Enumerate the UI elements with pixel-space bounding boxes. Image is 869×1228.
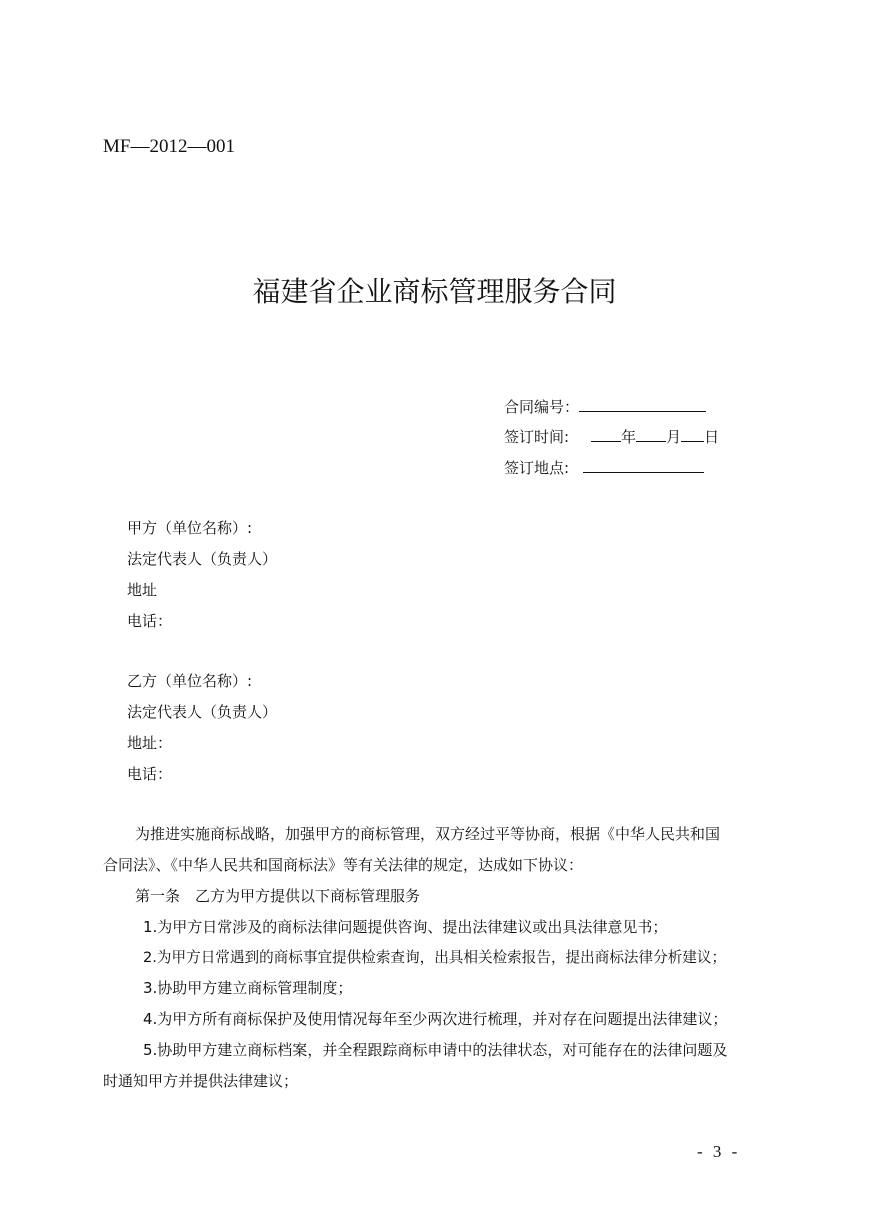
article-1-heading: 第一条 乙方为甲方提供以下商标管理服务 [135, 887, 421, 905]
party-a-rep-label: 法定代表人（负责人） [127, 550, 278, 568]
contract-number-label: 合同编号： [504, 398, 580, 416]
day-label: 日 [704, 428, 720, 446]
day-blank [681, 427, 704, 442]
document-code: MF—2012—001 [103, 136, 235, 157]
sign-place-label: 签订地点: [504, 459, 570, 477]
contract-title: 福建省企业商标管理服务合同 [252, 275, 617, 308]
service-item-1: 1.为甲方日常涉及的商标法律问题提供咨询、提出法律建议或出具法律意见书； [143, 918, 668, 936]
sign-time-label: 签订时间: [504, 428, 570, 446]
party-b-address-label: 地址： [127, 734, 173, 752]
sign-place-row [504, 457, 704, 478]
party-b-phone-label: 电话： [127, 765, 173, 783]
party-a-name-label: 甲方（单位名称）: [127, 519, 253, 537]
month-label: 月 [666, 428, 682, 446]
party-b-rep-label: 法定代表人（负责人） [127, 703, 278, 721]
party-a-address-label: 地址 [127, 581, 158, 599]
page-number: - 3 - [697, 1142, 741, 1161]
intro-paragraph-line2: 合同法》、《中华人民共和国商标法》等有关法律的规定，达成如下协议： [103, 856, 584, 874]
year-label: 年 [621, 428, 637, 446]
service-item-3: 3.协助甲方建立商标管理制度； [143, 979, 353, 997]
intro-paragraph-line1: 为推进实施商标战略，加强甲方的商标管理，双方经过平等协商，根据《中华人民共和国 [135, 825, 721, 843]
service-item-5-line1: 5.协助甲方建立商标档案，并全程跟踪商标申请中的法律状态，对可能存在的法律问题及 [143, 1041, 728, 1059]
month-blank [636, 427, 666, 442]
service-item-5-line2: 时通知甲方并提供法律建议； [103, 1072, 299, 1090]
party-b-name-label: 乙方（单位名称）: [127, 672, 253, 690]
sign-place-blank [583, 458, 704, 473]
sign-time-row [504, 426, 719, 447]
contract-number-row [504, 396, 706, 417]
contract-number-blank [579, 397, 706, 412]
party-a-phone-label: 电话： [127, 612, 173, 630]
year-blank [591, 427, 621, 442]
service-item-4: 4.为甲方所有商标保护及使用情况每年至少两次进行梳理，并对存在问题提出法律建议； [143, 1010, 728, 1028]
service-item-2: 2.为甲方日常遇到的商标事宜提供检索查询，出具相关检索报告，提出商标法律分析建议； [143, 949, 727, 966]
